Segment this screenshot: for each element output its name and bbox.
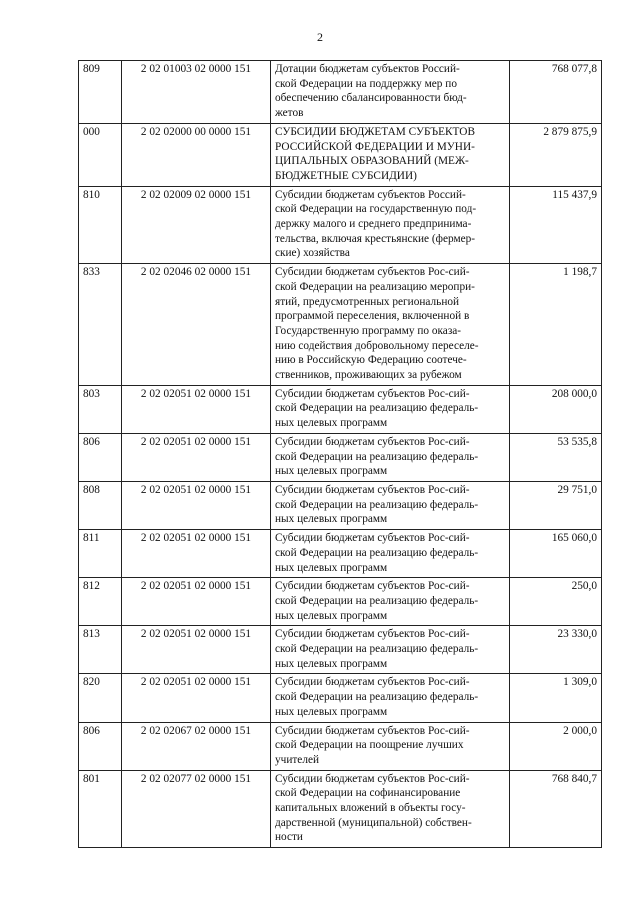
admin-code-cell: 801 [79,770,122,848]
table-row [79,530,602,578]
table-row [79,626,602,674]
admin-code-cell: 820 [79,674,122,722]
admin-code-cell: 803 [79,385,122,433]
description-line: ных целевых программ [275,561,388,574]
table-row [79,385,602,433]
description-line: Субсидии бюджетам субъектов Россий- [275,188,466,201]
admin-code-cell: 809 [79,61,122,124]
budget-classification-code-cell: 2 02 02051 02 0000 151 [122,481,271,529]
description-line: ных целевых программ [275,513,388,526]
admin-code-cell: 810 [79,186,122,264]
description-line: Субсидии бюджетам субъектов Рос-сий- [275,532,470,545]
description-cell [271,61,510,124]
description-line: БЮДЖЕТНЫЕ СУБСИДИИ) [275,169,417,182]
admin-code-cell: 808 [79,481,122,529]
budget-classification-code-cell: 2 02 02077 02 0000 151 [122,770,271,848]
budget-classification-code-cell: 2 02 02051 02 0000 151 [122,578,271,626]
page-number: 2 [317,30,323,44]
description-line: Субсидии бюджетам субъектов Рос-сий- [275,628,470,641]
description-line: ской Федерации на реализацию федераль- [275,691,479,704]
description-line: РОССИЙСКОЙ ФЕДЕРАЦИИ И МУНИ- [275,140,475,153]
description-line: Субсидии бюджетам субъектов Рос-сий- [275,266,470,279]
table-row [79,186,602,264]
budget-classification-code-cell: 2 02 02051 02 0000 151 [122,385,271,433]
description-line: обеспечению сбалансированности бюд- [275,92,467,105]
description-line: Субсидии бюджетам субъектов Рос-сий- [275,772,470,785]
table-row [79,123,602,186]
description-cell [271,123,510,186]
description-line: ской Федерации на государственную под- [275,203,477,216]
amount-cell: 768 077,8 [510,61,602,124]
budget-classification-code-cell: 2 02 02051 02 0000 151 [122,433,271,481]
description-line: Дотации бюджетам субъектов Россий- [275,63,460,75]
table-row [79,264,602,386]
description-line: ской Федерации на реализацию меропри- [275,280,475,293]
amount-cell: 768 840,7 [510,770,602,848]
description-line: Субсидии бюджетам субъектов Рос-сий- [275,435,470,448]
table-row [79,481,602,529]
description-line: ской Федерации на реализацию федераль- [275,498,479,511]
amount-cell: 23 330,0 [510,626,602,674]
description-cell [271,481,510,529]
description-line: дарственной (муниципальной) собствен- [275,816,472,829]
budget-classification-code-cell: 2 02 02051 02 0000 151 [122,530,271,578]
description-line: держку малого и среднего предпринима- [275,218,472,231]
budget-classification-code-cell: 2 02 02051 02 0000 151 [122,626,271,674]
admin-code-cell: 833 [79,264,122,386]
amount-cell: 29 751,0 [510,481,602,529]
description-cell [271,626,510,674]
description-line: ных целевых программ [275,417,388,430]
amount-cell: 115 437,9 [510,186,602,264]
budget-classification-code-cell: 2 02 02000 00 0000 151 [122,123,271,186]
description-line: капитальных вложений в объекты госу- [275,802,466,815]
description-cell [271,264,510,386]
description-line: Субсидии бюджетам субъектов Рос-сий- [275,676,470,689]
description-line: ской Федерации на поощрение лучших [275,739,464,752]
description-cell [271,578,510,626]
amount-cell: 208 000,0 [510,385,602,433]
budget-revenue-table [78,60,602,848]
description-line: ской Федерации на реализацию федераль- [275,546,479,559]
budget-classification-code-cell: 2 02 02051 02 0000 151 [122,674,271,722]
description-line: ных целевых программ [275,657,388,670]
description-cell [271,385,510,433]
budget-classification-code-cell: 2 02 01003 02 0000 151 [122,61,271,124]
description-line: ской Федерации на поддержку мер по [275,77,457,90]
amount-cell: 1 198,7 [510,264,602,386]
admin-code-cell: 812 [79,578,122,626]
description-line: ных целевых программ [275,705,388,718]
description-line: Субсидии бюджетам субъектов Рос-сий- [275,387,470,400]
description-cell [271,186,510,264]
description-line: ские) хозяйства [275,247,350,260]
amount-cell: 250,0 [510,578,602,626]
table-row [79,674,602,722]
description-line: Субсидии бюджетам субъектов Рос-сий- [275,724,470,737]
amount-cell: 2 000,0 [510,722,602,770]
description-cell [271,530,510,578]
description-cell [271,722,510,770]
description-line: тельства, включая крестьянские (фермер- [275,232,476,245]
table-row [79,61,602,124]
amount-cell: 1 309,0 [510,674,602,722]
amount-cell: 53 535,8 [510,433,602,481]
amount-cell: 165 060,0 [510,530,602,578]
table-row [79,722,602,770]
admin-code-cell: 811 [79,530,122,578]
description-cell [271,770,510,848]
description-line: Государственную программу по оказа- [275,324,462,337]
description-line: жетов [275,107,304,120]
description-line: ской Федерации на реализацию федераль- [275,450,479,463]
description-line: нию в Российскую Федерацию соотече- [275,354,467,367]
description-line: Субсидии бюджетам субъектов Рос-сий- [275,580,470,593]
budget-classification-code-cell: 2 02 02009 02 0000 151 [122,186,271,264]
description-line: Субсидии бюджетам субъектов Рос-сий- [275,483,470,496]
description-line: ской Федерации на реализацию федераль- [275,594,479,607]
description-line: учителей [275,753,320,766]
budget-classification-code-cell: 2 02 02046 02 0000 151 [122,264,271,386]
table-row [79,578,602,626]
table-body [79,61,602,848]
description-line: нию содействия добровольному переселе- [275,339,479,352]
description-line: программой переселения, включенной в [275,310,470,323]
description-line: ности [275,831,303,844]
description-cell [271,433,510,481]
description-line: ятий, предусмотренных региональной [275,295,460,308]
description-line: ской Федерации на реализацию федераль- [275,643,479,656]
admin-code-cell: 806 [79,722,122,770]
admin-code-cell: 813 [79,626,122,674]
description-line: ской Федерации на софинансирование [275,787,461,800]
description-line: ных целевых программ [275,609,388,622]
description-line: ных целевых программ [275,465,388,478]
admin-code-cell: 000 [79,123,122,186]
description-line: ственников, проживающих за рубежом [275,369,462,382]
description-line: ЦИПАЛЬНЫХ ОБРАЗОВАНИЙ (МЕЖ- [275,155,469,168]
amount-cell: 2 879 875,9 [510,123,602,186]
table-row [79,770,602,848]
description-line: СУБСИДИИ БЮДЖЕТАМ СУБЪЕКТОВ [275,125,475,138]
budget-classification-code-cell: 2 02 02067 02 0000 151 [122,722,271,770]
table-row [79,433,602,481]
admin-code-cell: 806 [79,433,122,481]
description-line: ской Федерации на реализацию федераль- [275,402,479,415]
description-cell [271,674,510,722]
